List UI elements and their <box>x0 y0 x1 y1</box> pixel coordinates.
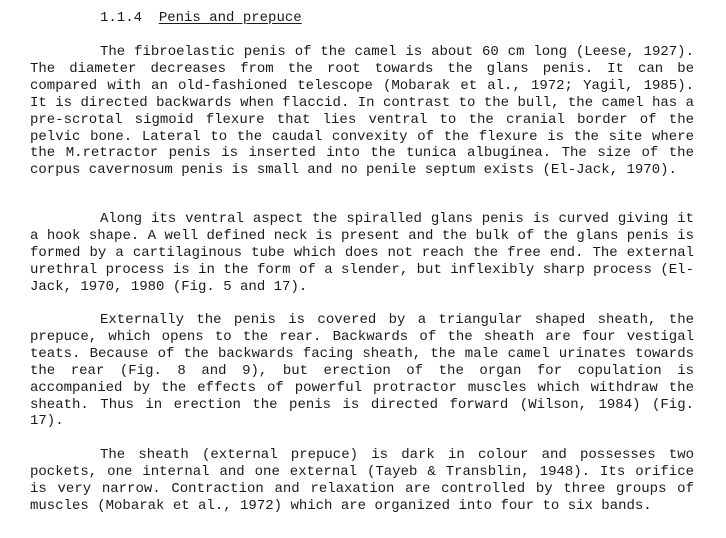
paragraph-sheath-muscles: The sheath (external prepuce) is dark in colour and possesses two pockets, one internal and one external (Tayeb & Transblin, 1948). Its orifice is very narrow. Contraction and relaxation are controlled by three groups of muscles (Mobarak et al., 1972) which are organized into four to six bands. <box>30 447 694 514</box>
paragraph-glans-penis: Along its ventral aspect the spiralled glans penis is curved giving it a hook shape. A well defined neck is present and the bulk of the glans penis is formed by a cartilaginous tube which does not reach the free end. The external urethral process is in the form of a slender, but inflexibly sharp process (El-Jack, 1970, 1980 (Fig. 5 and 17). <box>30 211 694 295</box>
section-number: 1.1.4 <box>100 10 143 26</box>
section-title: Penis and prepuce <box>158 10 302 26</box>
paragraph-prepuce-sheath: Externally the penis is covered by a triangular shaped sheath, the prepuce, which opens to the rear. Backwards of the sheath are four vestigal teats. Because of the backwards facing sheath, the male camel urinates towards the rear (Fig. 8 and 9), but erection of the organ for copulation is accompanied by the effects of powerful protractor muscles which withdraw the sheath. Thus in erection the penis is directed forward (Wilson, 1984) (Fig. 17). <box>30 312 694 430</box>
paragraph-penis-anatomy: The fibroelastic penis of the camel is about 60 cm long (Leese, 1927). The diameter decreases from the root towards the glans penis. It can be compared with an old-fashioned telescope (Mobarak et al., 1972; Yagil, 1985). It is directed backwards when flaccid. In contrast to the bull, the camel has a pre-scrotal sigmoid flexure that lies ventral to the cranial border of the pelvic bone. Lateral to the caudal convexity of the flexure is the site where the M.retractor penis is inserted into the tunica albuginea. The size of the corpus cavernosum penis is small and no penile septum exists (El-Jack, 1970). <box>30 44 694 179</box>
section-heading <box>100 10 302 27</box>
